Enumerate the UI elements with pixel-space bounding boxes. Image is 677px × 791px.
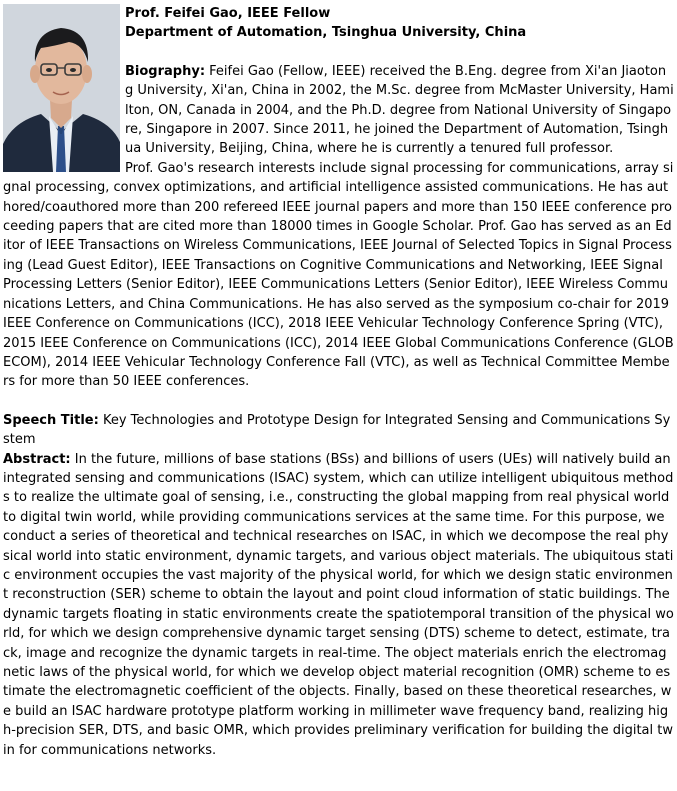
speech-title-label: Speech Title: bbox=[3, 412, 99, 428]
biography-paragraph-2: Prof. Gao's research interests include signal processing for communications, array signal processing, convex optimizations, and artificial intelligence assisted communications. He has authored/coauthored more than 200 refereed IEEE journal papers and more than 150 IEEE conference proceeding papers that are cited more than 18000 times in Google Scholar. Prof. Gao has served as an Editor of IEEE Transactions on Wireless Communications, IEEE Journal of Selected Topics in Signal Processing (Lead Guest Editor), IEEE Transactions on Cognitive Communications and Networking, IEEE Signal Processing Letters (Senior Editor), IEEE Communications Letters (Senior Editor), IEEE Wireless Communications Letters, and China Communications. He has also served as the symposium co-chair for 2019 IEEE Conference on Communications (ICC), 2018 IEEE Vehicular Technology Conference Spring (VTC), 2015 IEEE Conference on Communications (ICC), 2014 IEEE Global Communications Conference (GLOBECOM), 2014 IEEE Vehicular Technology Conference Fall (VTC), as well as Technical Committee Members for more than 50 IEEE conferences. bbox=[3, 160, 674, 390]
abstract-label: Abstract: bbox=[3, 451, 71, 467]
abstract bbox=[3, 450, 674, 761]
speech-title-text: Key Technologies and Prototype Design for Integrated Sensing and Communications System bbox=[3, 412, 671, 448]
biography-label: Biography: bbox=[125, 63, 206, 79]
biography-text-1: Feifei Gao (Fellow, IEEE) received the B.Eng. degree from Xi'an Jiaotong University, Xi'an, China in 2002, the M.Sc. degree from McMaster University, Hamilton, ON, Canada in 2004, and the Ph.D. degree from National University of Singapore, Singapore in 2007. Since 2011, he joined the Department of Automation, Tsinghua University, Beijing, China, where he is currently a tenured full professor. bbox=[125, 63, 674, 157]
speaker-affiliation: Department of Automation, Tsinghua University, China bbox=[125, 25, 527, 41]
section-gap bbox=[3, 392, 674, 411]
speaker-name: Prof. Feifei Gao, IEEE Fellow bbox=[125, 6, 331, 21]
portrait-icon bbox=[3, 4, 120, 172]
abstract-text: In the future, millions of base stations (BSs) and billions of users (UEs) will natively build an integrated sensing and communications (ISAC) system, which can utilize intelligent ubiquitous methods to realize the ultimate goal of sensing, i.e., constructing the global mapping from real physical world to digital twin world, while providing communications services at the same time. For this purpose, we conduct a series of theoretical and technical researches on ISAC, in which we decompose the real physical world into static environment, dynamic targets, and various object materials. The ubiquitous static environment occupies the vast majority of the physical world, for which we design static environment reconstruction (SER) scheme to obtain the layout and point cloud information of static buildings. The dynamic targets floating in static environments create the spatiotemporal transition of the physical world, for which we design comprehensive dynamic target sensing (DTS) scheme to detect, estimate, track, image and recognize the dynamic targets in real-time. The object materials enrich the electromagnetic laws of the physical world, for which we develop object material recognition (OMR) scheme to estimate the electromagnetic coefficient of the objects. Finally, based on these theoretical researches, we build an ISAC hardware prototype platform working in millimeter wave frequency band, realizing high-precision SER, DTS, and basic OMR, which provides preliminary verification for building the digital twin for communications networks. bbox=[3, 451, 674, 758]
speech-title bbox=[3, 411, 674, 450]
speaker-photo bbox=[3, 4, 120, 172]
